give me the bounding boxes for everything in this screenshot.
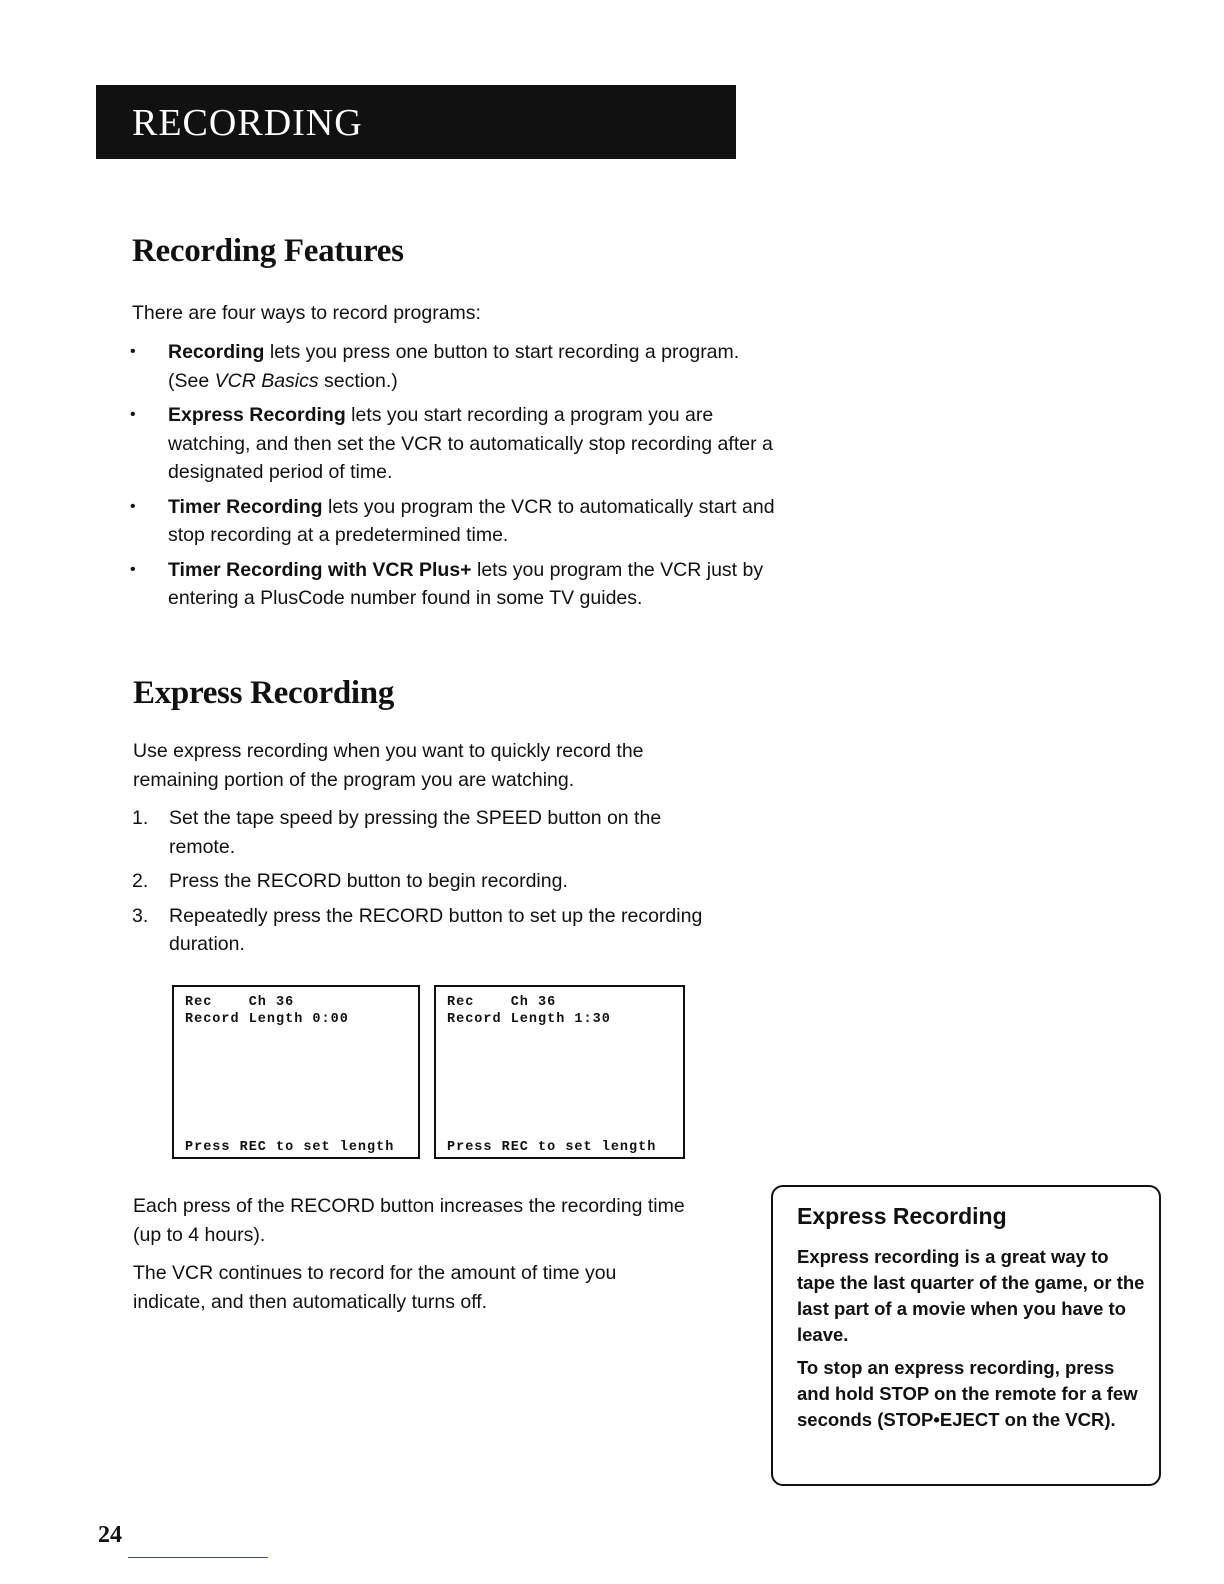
- feature-term: Timer Recording: [168, 495, 323, 518]
- section-banner: [96, 85, 736, 159]
- feature-text: lets you press one button to start recording a program. (See: [168, 341, 740, 392]
- osd-footer: Press REC to set length: [447, 1140, 657, 1155]
- osd-line-2: Record Length 0:00: [185, 1012, 349, 1027]
- feature-text: lets you start recording a program you are watching, and then set the VCR to automatically stop recording after a designated period of time.: [168, 404, 773, 483]
- step-number: 2.: [132, 870, 149, 892]
- step-text: Press the RECORD button to begin recording.: [169, 870, 568, 892]
- list-item: [130, 401, 780, 487]
- osd-line-1: Rec Ch 36: [447, 995, 557, 1010]
- onscreen-display-before: [172, 985, 420, 1159]
- feature-term: Timer Recording with VCR Plus+: [168, 558, 472, 581]
- feature-italic-ref: VCR Basics: [214, 369, 319, 392]
- step-text: Set the tape speed by pressing the SPEED button on the remote.: [169, 807, 662, 858]
- express-para-1: Each press of the RECORD button increases the recording time (up to 4 hours).: [133, 1195, 685, 1246]
- tip-box: [771, 1185, 1161, 1486]
- footer-rule: [128, 1557, 268, 1558]
- onscreen-display-after: [434, 985, 685, 1159]
- tip-para-2: To stop an express recording, press and hold STOP on the remote for a few seconds (STOP•EJECT on the VCR).: [797, 1357, 1138, 1430]
- feature-term: Recording: [168, 341, 265, 363]
- feature-text: lets you program the VCR to automatically start and stop recording at a predetermined time.: [168, 495, 775, 546]
- step-text: Repeatedly press the RECORD button to set up the recording duration.: [169, 904, 703, 955]
- express-intro: Use express recording when you want to quickly record the remaining portion of the program you are watching.: [133, 740, 644, 791]
- list-item: [132, 867, 732, 896]
- features-list: [130, 338, 780, 619]
- express-steps: [132, 804, 732, 965]
- list-item: [130, 493, 780, 550]
- feature-text: lets you program the VCR just by entering a PlusCode number found in some TV guides.: [168, 558, 764, 609]
- express-heading: Express Recording: [133, 675, 395, 711]
- features-heading: Recording Features: [132, 233, 404, 269]
- list-item: [130, 338, 780, 395]
- list-item: [130, 556, 780, 613]
- list-item: [132, 902, 732, 959]
- section-title: RECORDING: [132, 102, 363, 144]
- osd-footer: Press REC to set length: [185, 1140, 395, 1155]
- step-number: 3.: [132, 904, 149, 927]
- tip-title: Express Recording: [797, 1203, 1007, 1229]
- step-number: 1.: [132, 807, 149, 829]
- osd-line-2: Record Length 1:30: [447, 1012, 611, 1027]
- page-number: 24: [98, 1522, 122, 1548]
- list-item: [132, 804, 732, 861]
- feature-term: Express Recording: [168, 404, 346, 426]
- osd-line-1: Rec Ch 36: [185, 995, 295, 1010]
- feature-text: section.): [318, 369, 398, 392]
- tip-para-1: Express recording is a great way to tape the last quarter of the game, or the last part of a movie when you have to leave.: [797, 1246, 1145, 1345]
- features-intro: There are four ways to record programs:: [132, 302, 481, 324]
- express-para-2: The VCR continues to record for the amount of time you indicate, and then automatically turns off.: [133, 1262, 617, 1313]
